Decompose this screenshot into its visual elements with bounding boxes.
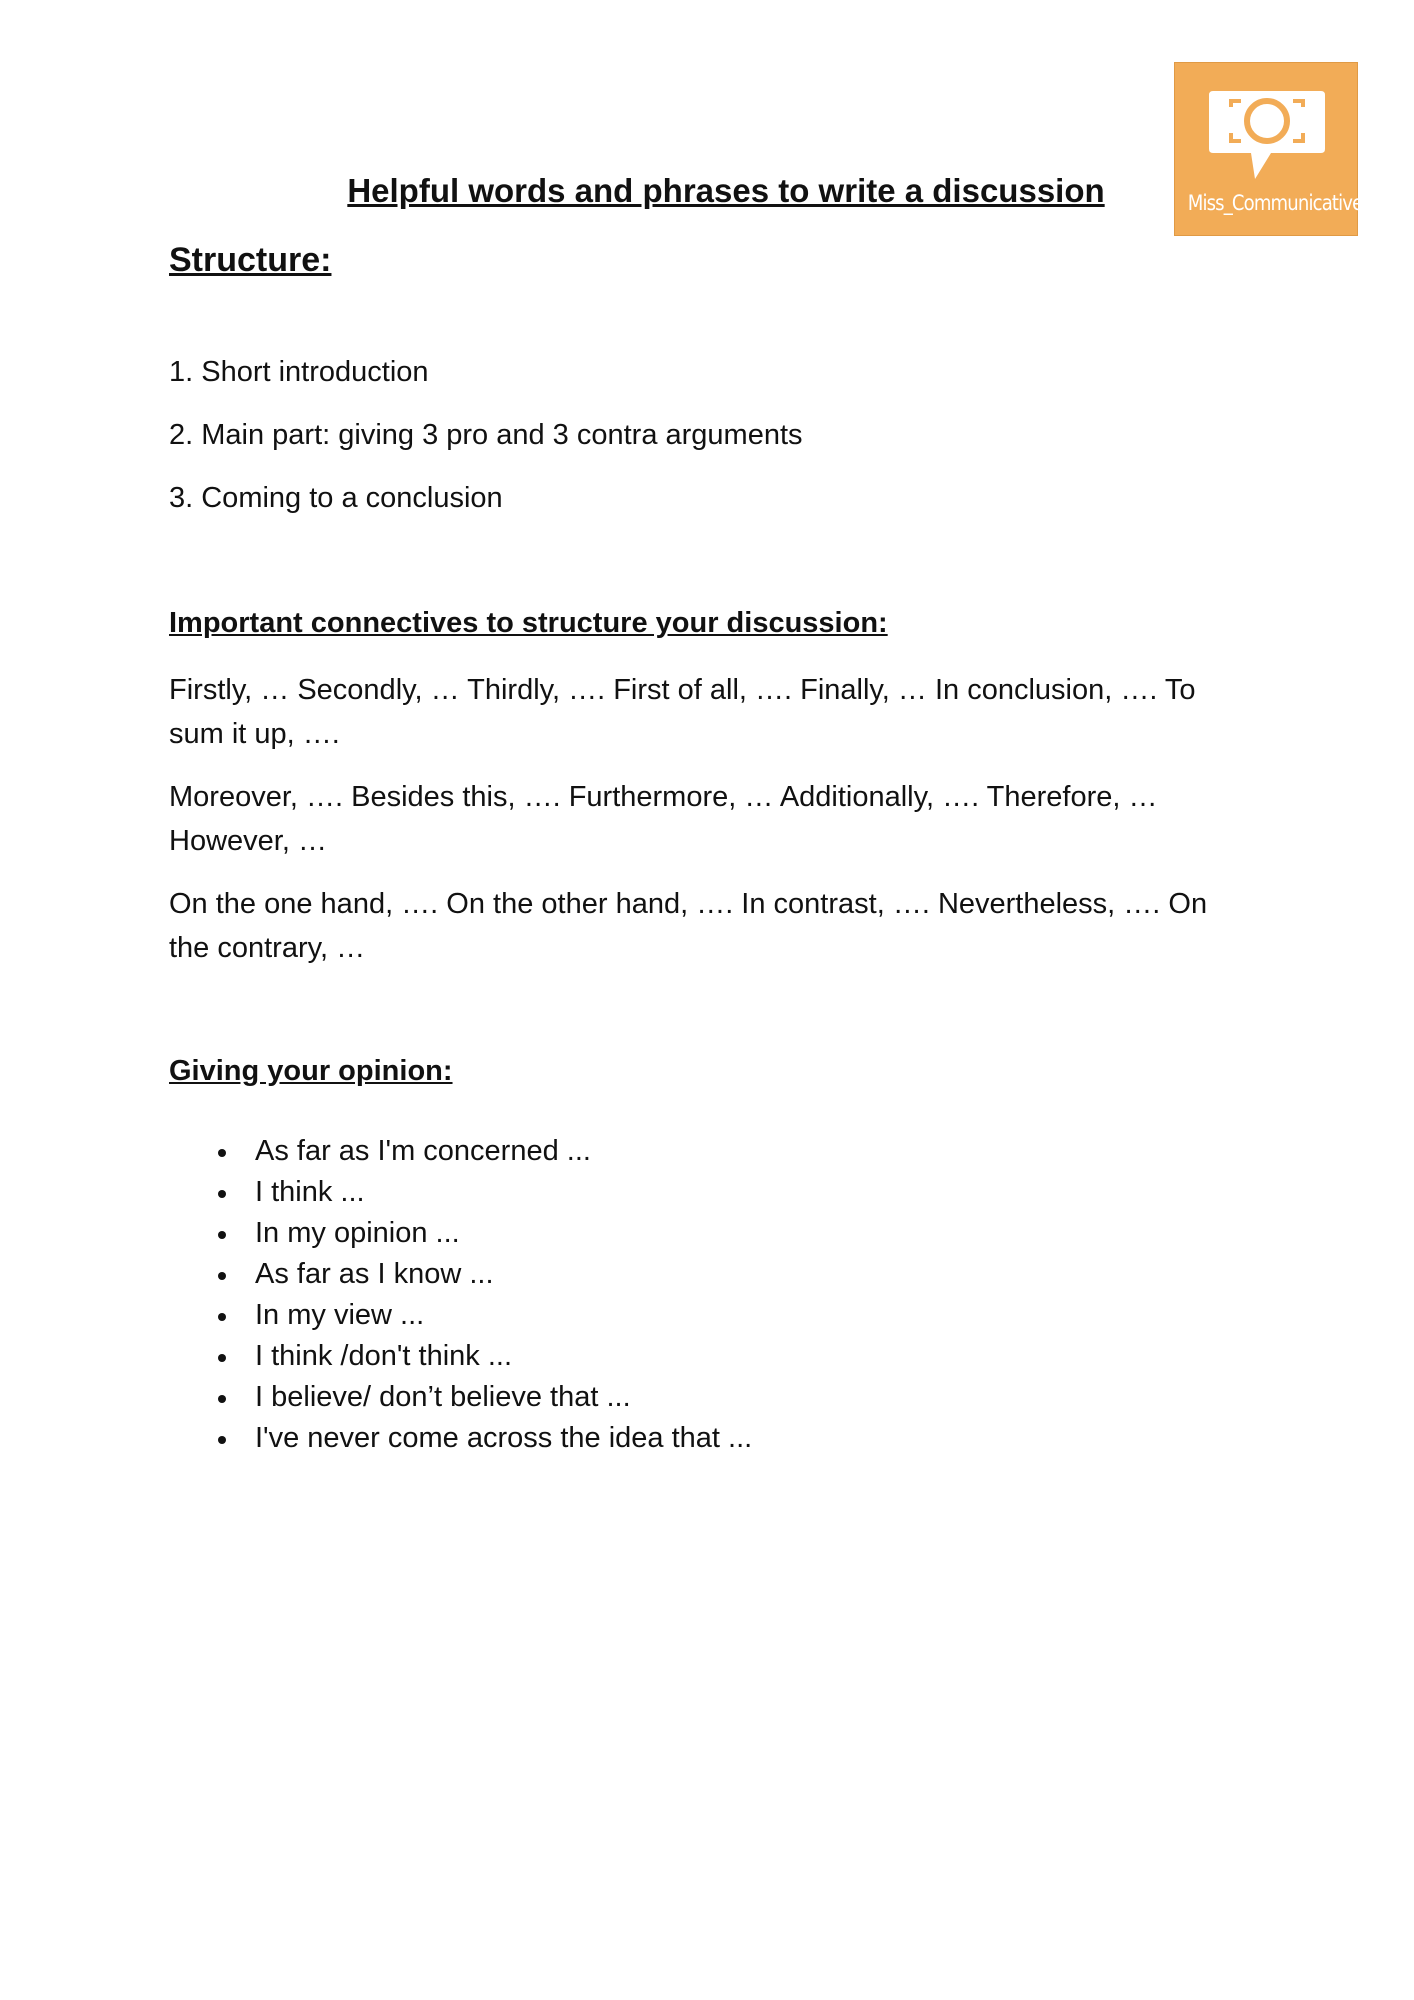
opinion-phrase-item bbox=[169, 1377, 752, 1418]
connectives-paragraph: Moreover, …. Besides this, …. Furthermore, … Additionally, …. Therefore, … However, … bbox=[169, 781, 1158, 857]
opinion-phrase-item bbox=[169, 1418, 752, 1459]
bullet-icon bbox=[218, 1436, 226, 1444]
page-title: Helpful words and phrases to write a discussion bbox=[347, 172, 1105, 209]
bullet-icon bbox=[218, 1313, 226, 1321]
opinion-phrase-item bbox=[169, 1172, 752, 1213]
opinion-phrase-item bbox=[169, 1336, 752, 1377]
opinion-phrase-text: In my view ... bbox=[255, 1299, 425, 1331]
bullet-icon bbox=[218, 1354, 226, 1362]
logo-text: Miss_Communicative bbox=[1187, 191, 1363, 215]
bullet-icon bbox=[218, 1190, 226, 1198]
connectives-heading: Important connectives to structure your discussion: bbox=[169, 607, 888, 639]
bullet-icon bbox=[218, 1231, 226, 1239]
structure-step: 3. Coming to a conclusion bbox=[169, 482, 503, 514]
structure-step: 1. Short introduction bbox=[169, 356, 429, 388]
structure-steps-list bbox=[169, 352, 803, 541]
bullet-icon bbox=[218, 1395, 226, 1403]
structure-step: 2. Main part: giving 3 pro and 3 contra arguments bbox=[169, 419, 803, 451]
opinion-phrase-item bbox=[169, 1254, 752, 1295]
opinion-phrase-text: In my opinion ... bbox=[255, 1217, 460, 1249]
structure-heading: Structure: bbox=[169, 241, 332, 279]
opinion-heading: Giving your opinion: bbox=[169, 1055, 453, 1087]
connectives-paragraph: Firstly, … Secondly, … Thirdly, …. First of all, …. Finally, … In conclusion, …. To sum it up, …. bbox=[169, 674, 1196, 750]
opinion-phrase-item bbox=[169, 1213, 752, 1254]
opinion-phrase-text: As far as I'm concerned ... bbox=[255, 1135, 591, 1167]
opinion-phrase-text: As far as I know ... bbox=[255, 1258, 494, 1290]
opinion-phrase-item bbox=[169, 1295, 752, 1336]
opinion-phrase-text: I believe/ don’t believe that ... bbox=[255, 1381, 631, 1413]
opinion-phrase-text: I think ... bbox=[255, 1176, 365, 1208]
bullet-icon bbox=[218, 1149, 226, 1157]
connectives-paragraph: On the one hand, …. On the other hand, …. In contrast, …. Nevertheless, …. On the contrary, … bbox=[169, 888, 1208, 964]
opinion-phrase-text: I think /don't think ... bbox=[255, 1340, 513, 1372]
opinion-phrase-text: I've never come across the idea that ... bbox=[255, 1422, 753, 1454]
opinion-phrases-list bbox=[169, 1131, 752, 1459]
bullet-icon bbox=[218, 1272, 226, 1280]
opinion-phrase-item bbox=[169, 1131, 752, 1172]
